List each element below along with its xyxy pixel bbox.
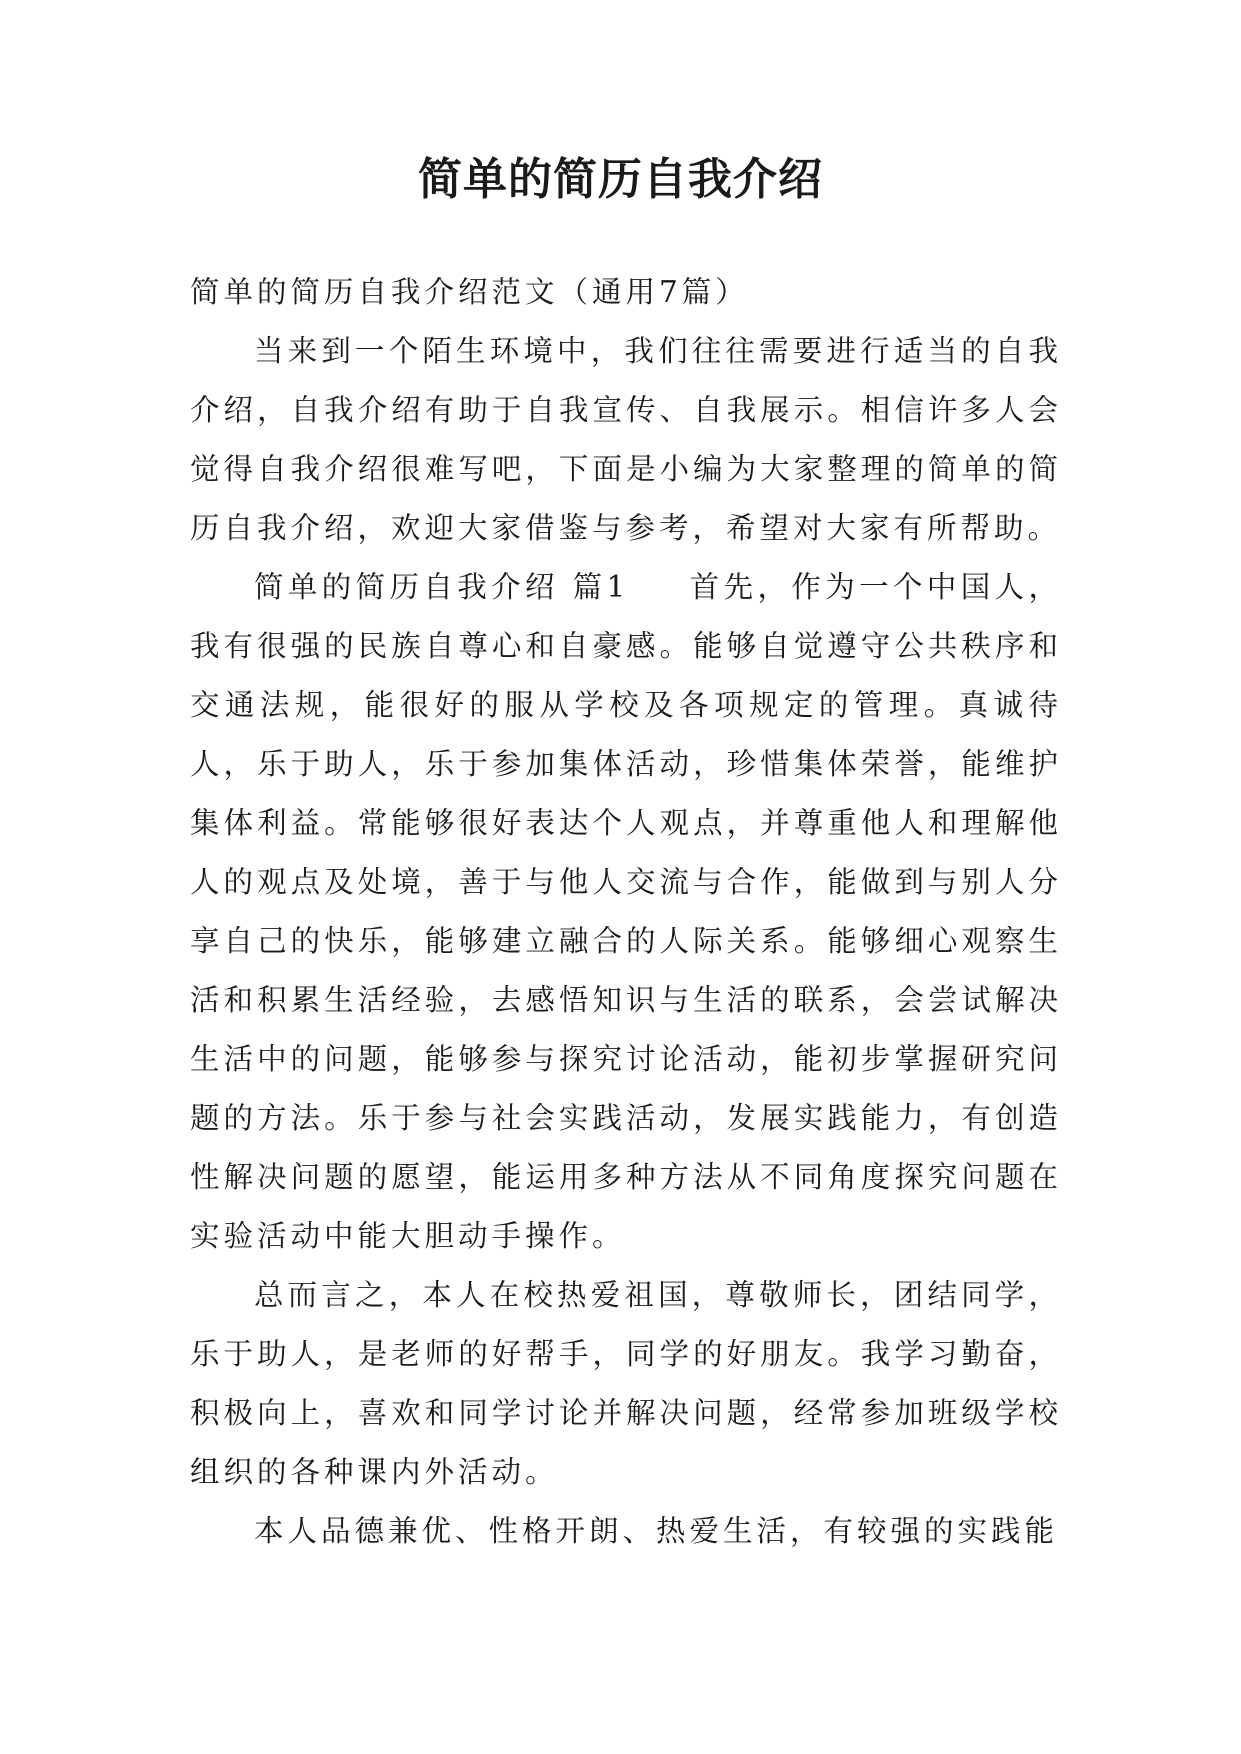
section1-paragraph-2: 总而言之，本人在校热爱祖国，尊敬师长，团结同学，乐于助人，是老师的好帮手，同学的好朋友。我学习勤奋，积极向上，喜欢和同学讨论并解决问题，经常参加班级学校组织的各种课内外活动。	[190, 1278, 1062, 1489]
section1-paragraph-1	[190, 558, 1062, 1266]
document-title: 简单的简历自我介绍	[418, 154, 823, 205]
document-body	[190, 263, 1062, 1561]
section1-heading: 简单的简历自我介绍 篇1	[254, 570, 630, 604]
section1-paragraph-3: 本人品德兼优、性格开朗、热爱生活，有较强的实践能	[254, 1514, 1059, 1548]
document-subtitle: 简单的简历自我介绍范文（通用7篇）	[190, 275, 749, 309]
intro-paragraph: 当来到一个陌生环境中，我们往往需要进行适当的自我介绍，自我介绍有助于自我宣传、自我展示。相信许多人会觉得自我介绍很难写吧，下面是小编为大家整理的简单的简历自我介绍，欢迎大家借鉴与参考，希望对大家有所帮助。	[190, 334, 1062, 545]
section1-paragraph-1-text: 首先，作为一个中国人，我有很强的民族自尊心和自豪感。能够自觉遵守公共秩序和交通法规，能很好的服从学校及各项规定的管理。真诚待人，乐于助人，乐于参加集体活动，珍惜集体荣誉，能维护集体利益。常能够很好表达个人观点，并尊重他人和理解他人的观点及处境，善于与他人交流与合作，能做到与别人分享自己的快乐，能够建立融合的人际关系。能够细心观察生活和积累生活经验，去感悟知识与生活的联系，会尝试解决生活中的问题，能够参与探究讨论活动，能初步掌握研究问题的方法。乐于参与社会实践活动，发展实践能力，有创造性解决问题的愿望，能运用多种方法从不同角度探究问题在实验活动中能大胆动手操作。	[190, 570, 1062, 1253]
